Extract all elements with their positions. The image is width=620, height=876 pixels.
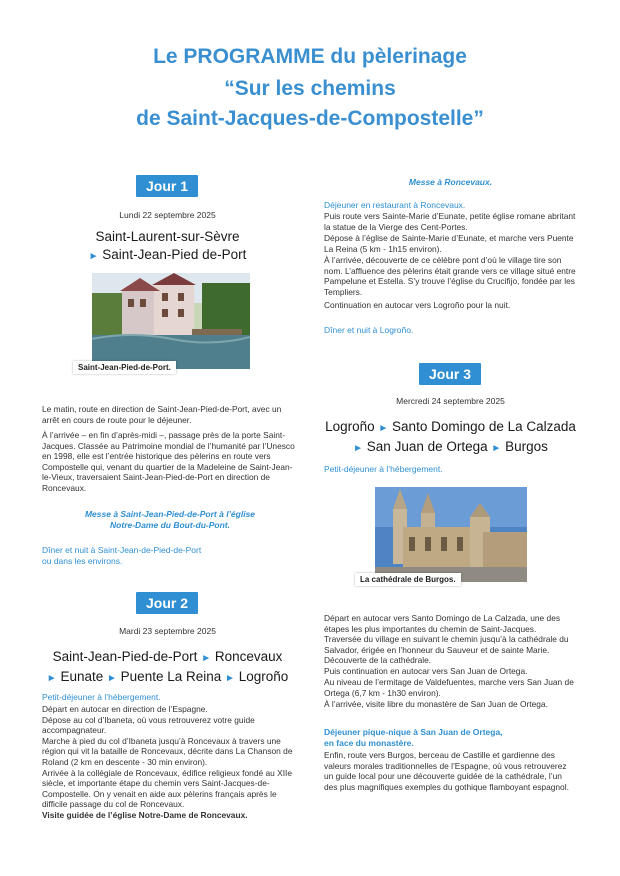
day2-route-c: Eunate (60, 669, 104, 684)
roncevaux-dejeuner: Déjeuner en restaurant à Roncevaux. (324, 200, 466, 210)
day2-route (30, 648, 305, 688)
page-title-line2: “Sur les chemins (224, 77, 396, 100)
day2-route-d: Puente La Reina (120, 669, 222, 684)
day2-breakfast: Petit-déjeuner à l’hébergement. (42, 692, 161, 702)
day3-body-p1: Départ en autocar vers Santo Domingo de La Calzada, une des étapes les plus importantes du chemin de Saint-Jacques. (324, 613, 561, 634)
saint-jean-photo-caption: Saint-Jean-Pied-de-Port. (73, 361, 176, 374)
day2-body-p2: Dépose au col d’Ibaneta, où vous retrouverez votre guide accompagnateur. (42, 714, 255, 736)
saint-jean-photo (92, 273, 250, 369)
day2-route-b: Roncevaux (214, 649, 283, 664)
day1-body-p1: Le matin, route en direction de Saint-Jean-Pied-de-Port, avec un arrêt en cours de route pour le déjeuner. (42, 404, 282, 425)
arrow-right-icon: ► (107, 673, 117, 684)
day1-diner-line1: Dîner et nuit à Saint-Jean-de-Pied-de-Port (42, 545, 202, 555)
day1-route-from: Saint-Laurent-sur-Sèvre (95, 229, 240, 244)
day3-body-p5: À l’arrivée, visite libre du monastère de San Juan de Ortega. (324, 699, 548, 709)
page-title-line1: Le PROGRAMME du pèlerinage (153, 45, 467, 68)
arrow-right-icon: ► (201, 653, 212, 664)
day1-badge: Jour 1 (136, 175, 198, 197)
day3-route-d: Burgos (505, 439, 548, 454)
arrow-right-icon: ► (491, 443, 502, 454)
day3-body-p4: Au niveau de l’ermitage de Valdefuentes, marche vers San Juan de Ortega (6,7 km - 1h30 environ). (324, 677, 574, 698)
day1-messe (40, 509, 300, 531)
day1-route (40, 228, 295, 266)
day2-date: Mardi 23 septembre 2025 (119, 626, 216, 636)
day1-route-to: Saint-Jean-Pied de-Port (102, 247, 247, 262)
right-body-p3: À l’arrivée, découverte de ce célèbre pont d’où le village tire son nom. L’affluence des pèlerins était grande vers ce village situé entre Pampelune et Estella. S’y trouve l’église du Crucifijo, fondée par les Templiers. (324, 255, 576, 297)
day3-breakfast: Petit-déjeuner à l’hébergement. (324, 464, 443, 474)
day3-route-b: Santo Domingo de La Calzada (392, 419, 576, 434)
day3-body-p3: Puis continuation en autocar vers San Juan de Ortega. (324, 666, 528, 676)
day3-picnic (324, 727, 503, 749)
day1-messe-line1: Messe à Saint-Jean-Pied-de-Port à l’église (84, 509, 256, 519)
day3-route (318, 418, 583, 458)
day3-body-p2: Traversée du village en suivant le chemin jusqu’à la cathédrale du Salvador, érigée en l’honneur du Sauveur et de sainte Marie. Découverte de la cathédrale. (324, 634, 569, 666)
burgos-photo (375, 487, 527, 582)
right-body-p4: Continuation en autocar vers Logroño pour la nuit. (324, 300, 511, 310)
arrow-right-icon: ► (378, 423, 389, 434)
day2-body-p4: Arrivée à la collégiale de Roncevaux, édifice religieux fondé au XIIe siècle, et importante étape du chemin vers Saint-Jacques-de-Compostelle. On y venait en aide aux pèlerins français après le difficile passage du col de Roncevaux. (42, 767, 293, 810)
day3-route-c: San Juan de Ortega (366, 439, 488, 454)
day2-body-p5: Visite guidée de l’église Notre-Dame de Roncevaux. (42, 809, 248, 820)
arrow-right-icon: ► (46, 673, 57, 684)
day1-diner-line2: ou dans les environs. (42, 556, 123, 566)
day2-badge: Jour 2 (136, 592, 198, 614)
day1-date: Lundi 22 septembre 2025 (119, 210, 216, 220)
arrow-right-icon: ► (225, 673, 235, 684)
day2-route-a: Saint-Jean-Pied-de-Port (52, 649, 198, 664)
page-title-line3: de Saint-Jacques-de-Compostelle” (136, 107, 484, 130)
arrow-right-icon: ► (88, 251, 99, 262)
day3-date: Mercredi 24 septembre 2025 (396, 396, 505, 406)
day1-messe-line2: Notre-Dame du Bout-du-Pont. (110, 520, 230, 530)
day3-body-p6: Enfin, route vers Burgos, berceau de Castille et gardienne des valeurs morales traditionnelles de l’Espagne, où vous retrouverez un guide local pour une découverte guidée de la cathédrale, l’un des plus magnifiques exemples du gothique flamboyant espagnol. (324, 750, 569, 792)
day2-body (42, 704, 297, 821)
day1-body-p2: À l’arrivée – en fin d’après-midi –, passage près de la porte Saint-Jacques. Classée au Patrimoine mondial de l’humanité par l’Unesco en 1998, elle est l’entrée historique des pèlerins en route vers Compostelle qui, venant du quartier de la Madeleine de Saint-Jean-le-Vieux, traversaient Saint-Jean-Pied-de-Port en direction de Roncevaux. (42, 430, 295, 493)
day3-route-a: Logroño (325, 419, 375, 434)
arrow-right-icon: ► (353, 443, 364, 454)
day2-body-p3: Marche à pied du col d’Ibaneta jusqu’à Roncevaux à travers une région qui vit la bataille de Roncevaux, décrite dans La Chanson de Roland (2 km en descente - 30 min environ). (42, 735, 293, 767)
day1-diner (42, 545, 302, 567)
right-body-p2: Dépose à l’église de Sainte-Marie d’Eunate, et marche vers Puente La Reina (5 km - 1h15 environ). (324, 233, 574, 254)
day3-picnic-line1: Déjeuner pique-nique à San Juan de Ortega, (324, 727, 503, 737)
right-body-p1: Puis route vers Sainte-Marie d’Eunate, petite église romane abritant la statue de la Vierge des Cent-Portes. (324, 211, 576, 232)
roncevaux-messe: Messe à Roncevaux. (408, 177, 493, 187)
day2-route-e: Logroño (238, 669, 289, 684)
logrono-diner: Dîner et nuit à Logroño. (324, 325, 414, 335)
day3-badge: Jour 3 (419, 363, 481, 385)
day3-picnic-line2: en face du monastère. (324, 738, 414, 748)
day2-body-p1: Départ en autocar en direction de l’Espagne. (42, 704, 208, 714)
burgos-photo-caption: La cathédrale de Burgos. (355, 573, 461, 586)
